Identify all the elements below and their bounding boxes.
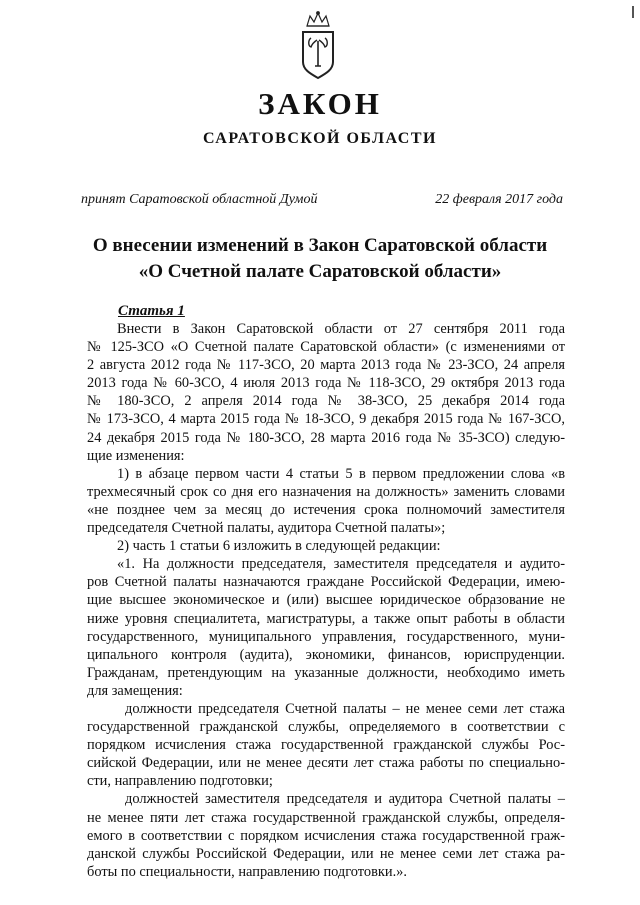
text-line: 2) часть 1 статьи 6 изложить в следующей редакции:	[117, 538, 441, 555]
text-line: № 125-ЗСО «О Счетной палате Саратовской области» (с изменениями от	[87, 339, 565, 356]
adoption-date: 22 февраля 2017 года	[435, 192, 563, 207]
text-line: ниже уровня специалитета, магистратуры, а также опыт работы в области	[87, 610, 565, 627]
text-line: 2013 года № 60-ЗСО, 4 июля 2013 года № 118-ЗСО, 29 октября 2013 года	[87, 375, 565, 392]
text-line: сийской Федерации, или не менее десяти лет стажа работы по специально-	[87, 755, 565, 772]
text-line: «не позднее чем за месяц до истечения срока полномочий заместителя	[87, 501, 565, 518]
text-line: 24 декабря 2015 года № 180-ЗСО, 28 марта 2016 года № 35-ЗСО) следую-	[87, 429, 565, 446]
text-line: данской службы Российской Федерации, или не менее семи лет стажа ра-	[87, 845, 565, 862]
article-heading: Статья 1	[118, 303, 185, 319]
text-line: № 173-ЗСО, 4 марта 2015 года № 18-ЗСО, 9 декабря 2015 года № 167-ЗСО,	[87, 411, 565, 428]
text-line: ципального контроля (аудита), экономики, финансов, юриспруденции.	[87, 646, 565, 663]
text-line: порядком исчисления стажа государственной гражданской службы Рос-	[87, 737, 565, 754]
text-line: щие изменения:	[87, 447, 185, 464]
text-line: государственного, муниципального управления, государственного, муни-	[87, 628, 565, 645]
text-line: должности председателя Счетной палаты – не менее семи лет стажа	[125, 700, 565, 717]
text-line: должностей заместителя председателя и аудитора Счетной палаты –	[125, 791, 565, 808]
document-title	[60, 233, 580, 285]
text-line: Гражданам, претендующим на указанные должности, необходимо иметь	[87, 664, 565, 681]
text-line: сти, направлению подготовки;	[87, 773, 273, 790]
text-line: емого в соответствии с порядком исчисления стажа государственной граж-	[87, 827, 565, 844]
text-line: 1) в абзаце первом части 4 статьи 5 в первом предложении слова «в	[117, 465, 565, 482]
text-line: 2 августа 2012 года № 117-ЗСО, 20 марта 2013 года № 23-ЗСО, 24 апреля	[87, 357, 565, 374]
text-line: ров Счетной палаты назначаются граждане Российской Федерации, имею-	[87, 574, 565, 591]
document-title-line: О внесении изменений в Закон Саратовской области	[92, 235, 548, 256]
text-line: щие высшее экономическое и (или) высшее юридическое образование не	[87, 592, 565, 609]
scan-edge-mark	[632, 6, 634, 18]
text-line: государственной гражданской службы, определяемого в соответствии с	[87, 719, 565, 736]
text-line: трехмесячный срок со дня его назначения на должность» заменить словами	[87, 483, 565, 500]
text-line: для замещения:	[87, 682, 183, 699]
article-body	[87, 320, 565, 881]
law-title: ЗАКОН	[258, 86, 382, 121]
text-line: «1. На должности председателя, заместителя председателя и аудито-	[117, 556, 565, 573]
text-line: Внести в Закон Саратовской области от 27 сентября 2011 года	[117, 321, 565, 337]
accepted-by: принят Саратовской областной Думой	[81, 192, 318, 207]
text-line: боты по специальности, направлению подготовки.».	[87, 863, 407, 880]
text-line: № 180-ЗСО, 2 апреля 2014 года № 38-ЗСО, 25 декабря 2014 года	[87, 393, 565, 410]
document-title-line: «О Счетной палате Саратовской области»	[138, 261, 502, 282]
saratov-coat-of-arms-icon	[297, 10, 339, 80]
text-line: председателя Счетной палаты, аудитора Счетной палаты»;	[87, 520, 446, 537]
text-line: не менее пяти лет стажа государственной гражданской службы, определя-	[87, 809, 565, 826]
region-name: САРАТОВСКОЙ ОБЛАСТИ	[203, 130, 437, 147]
